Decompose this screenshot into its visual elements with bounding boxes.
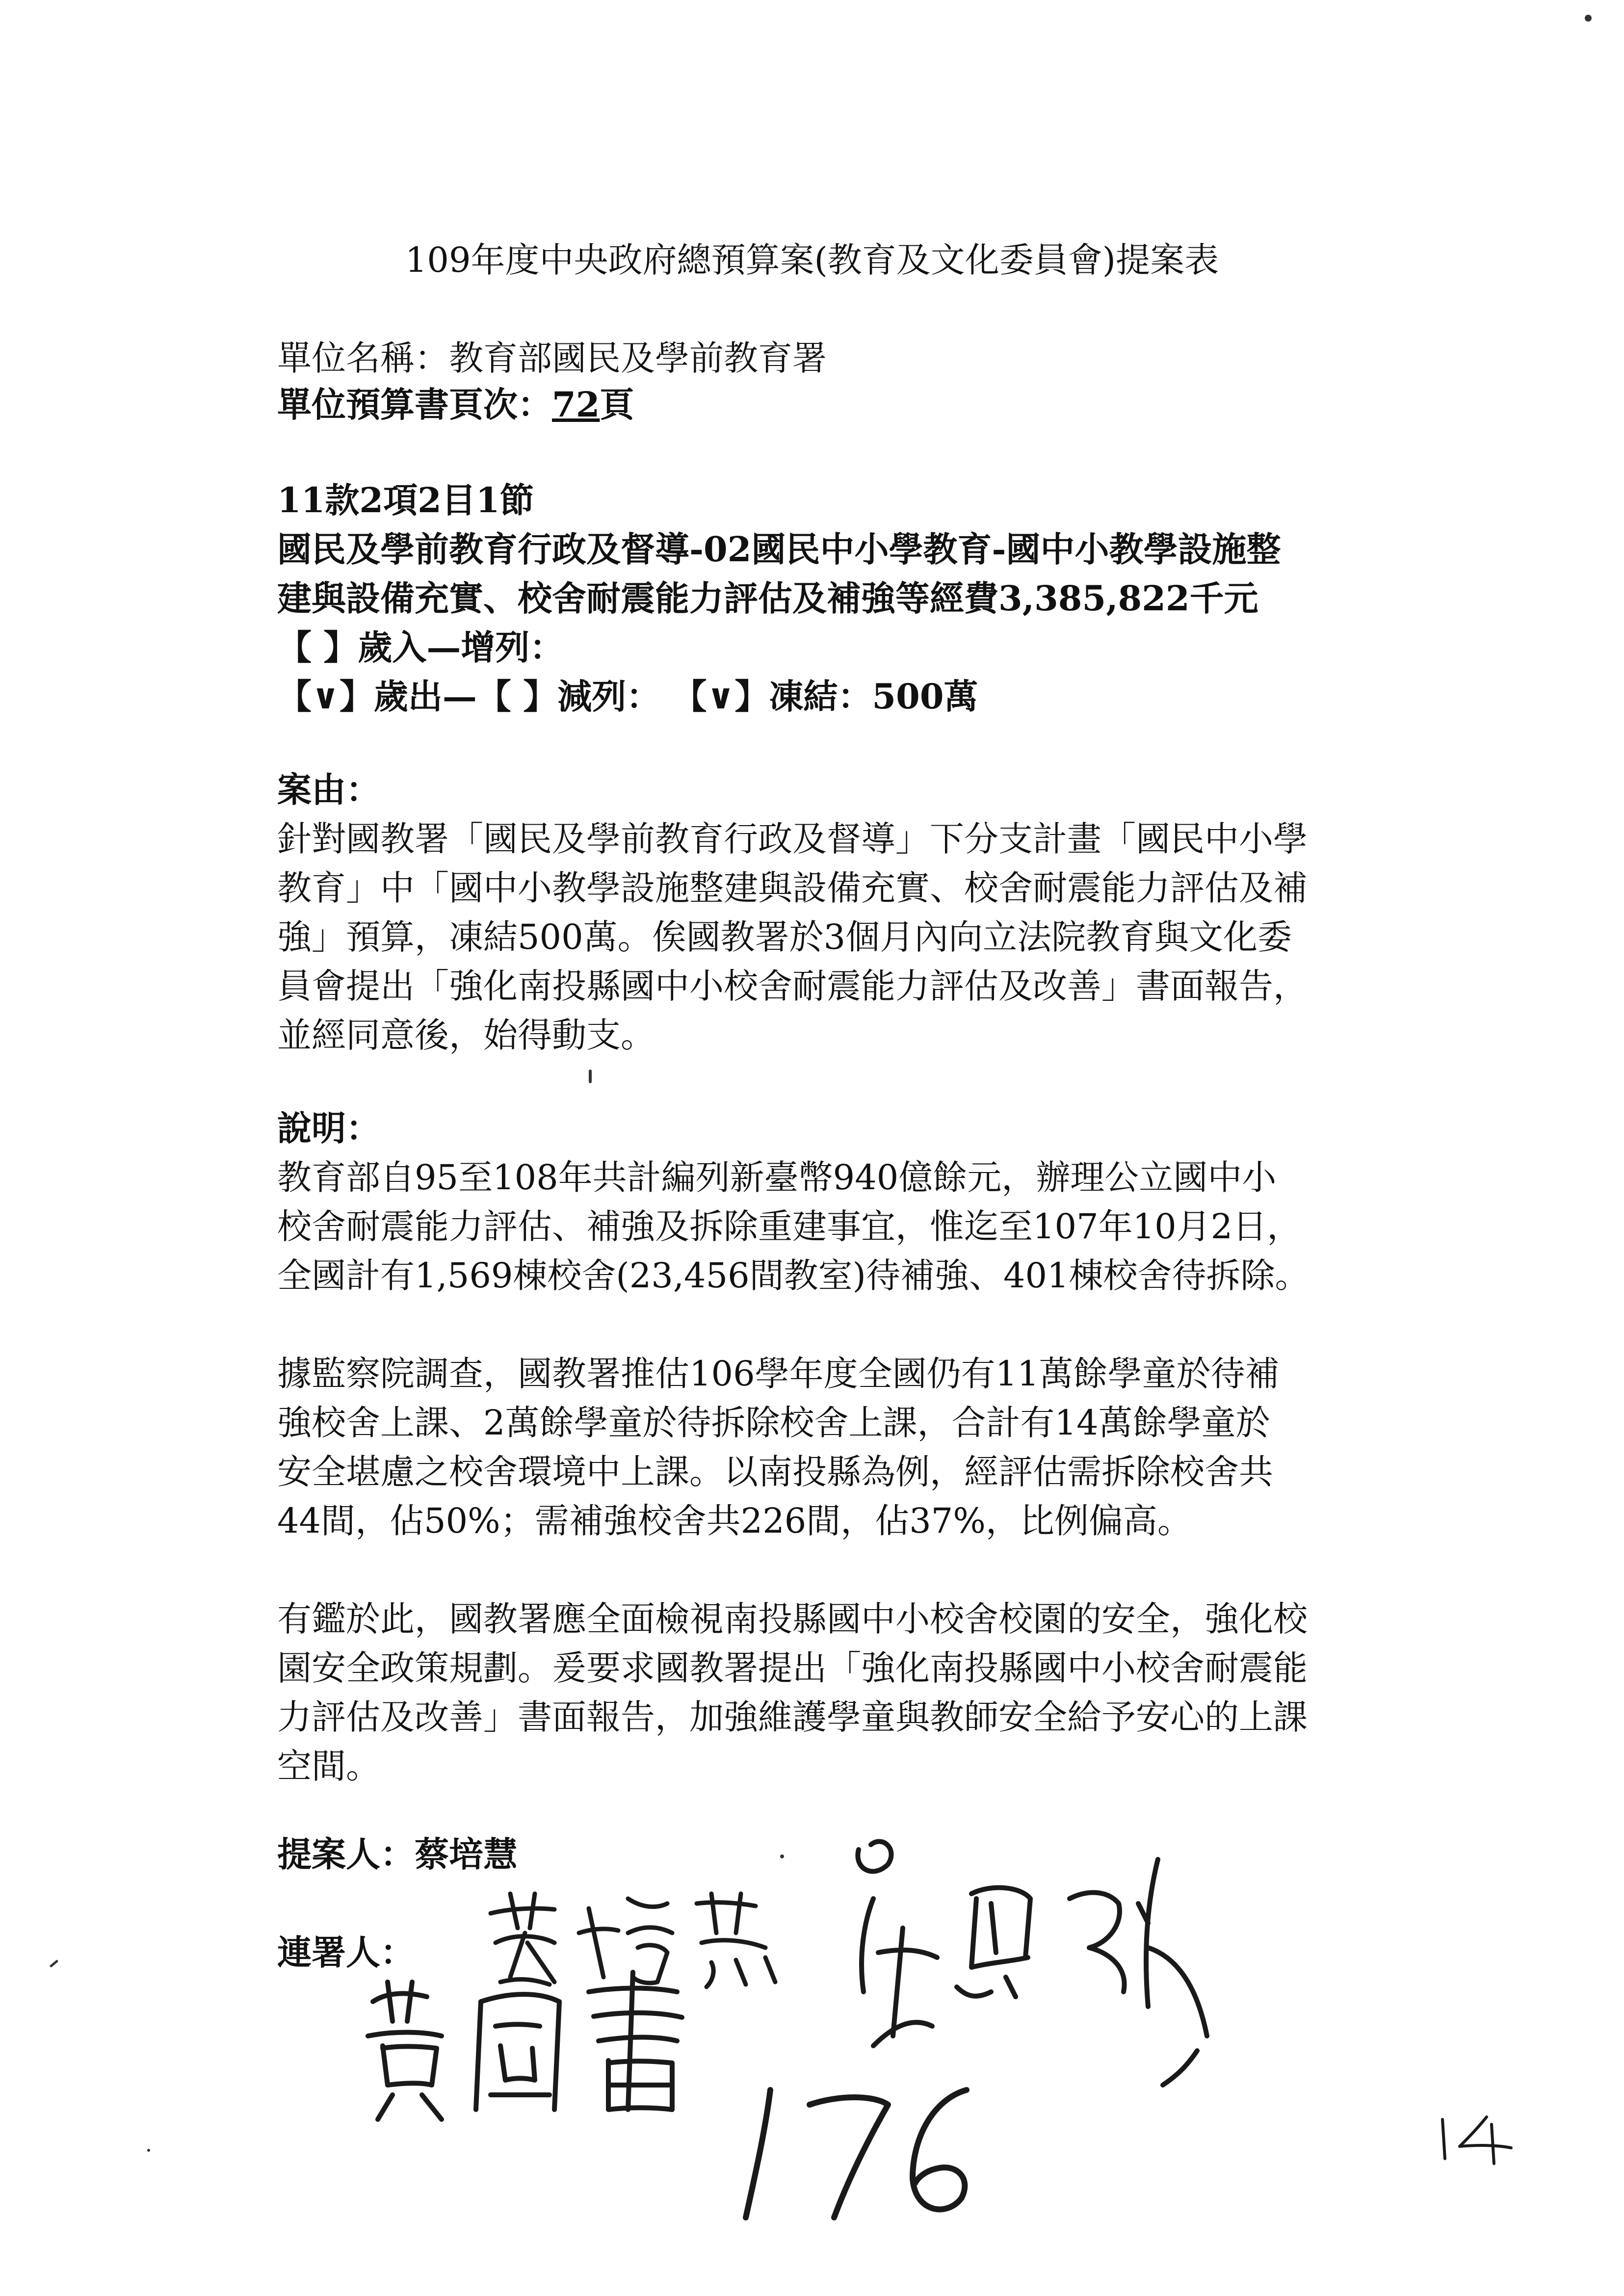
scan-speck [147,2149,150,2152]
case-line: 強」預算，凍結500萬。俟國教署於3個月內向立法院教育與文化委 [277,917,1292,957]
scan-speck [589,1070,592,1083]
para1-line: 校舍耐震能力評估、補強及拆除重建事宜，惟迄至107年10月2日， [277,1206,1302,1247]
cosigner-label: 連署人： [277,1932,415,1973]
para1-line: 全國計有1,569棟校舍(23,456間教室)待補強、401棟校舍待拆除。 [277,1255,1310,1296]
case-line: 針對國教署「國民及學前教育行政及督導」下分支計畫「國民中小學 [277,819,1308,859]
budget-page-suffix: 頁 [600,384,634,425]
para2-line: 安全堪慮之校舍環境中上課。以南投縣為例，經評估需拆除校舍共 [277,1452,1273,1492]
para3-line: 有鑑於此，國教署應全面檢視南投縣國中小校舍校園的安全，強化校 [277,1599,1308,1639]
signature-2 [844,1830,1227,2105]
revenue-line: 【 】歲入—增列： [277,627,564,668]
item-line-1: 國民及學前教育行政及督導-02國民中小學教育-國中小教學設施整 [277,529,1281,570]
budget-page-label: 單位預算書頁次： [277,384,552,425]
para3-line: 力評估及改善」書面報告，加強維護學童與教師安全給予安心的上課 [277,1697,1308,1737]
para1-line: 教育部自95至108年共計編列新臺幣940億餘元，辦理公立國中小 [277,1157,1277,1198]
explain-heading: 說明： [277,1108,380,1148]
item-line-2: 建與設備充實、校舍耐震能力評估及補強等經費3,385,822千元 [277,578,1258,619]
case-line: 教育」中「國中小教學設施整建與設備充實、校舍耐震能力評估及補 [277,868,1308,908]
scan-speck [1585,15,1592,22]
handwritten-page-number-14 [1433,2110,1521,2168]
para3-line: 空間。 [277,1746,380,1786]
scan-speck [50,1959,59,1968]
handwritten-number-176 [726,2070,1001,2232]
scan-speck [780,1854,784,1858]
section-code: 11款2項2目1節 [277,480,534,521]
case-heading: 案由： [277,769,380,810]
budget-page [277,380,634,429]
expenditure-line: 【∨】歲出—【 】減列： 【∨】凍結：500萬 [277,676,978,717]
para3-line: 園安全政策規劃。爰要求國教署提出「強化南投縣國中小校舍耐震能 [277,1648,1308,1688]
signature-3 [353,1962,707,2124]
para2-line: 44間，佔50%；需補強校舍共226間，佔37%，比例偏高。 [277,1501,1192,1541]
para2-line: 強校舍上課、2萬餘學童於待拆除校舍上課，合計有14萬餘學童於 [277,1403,1270,1443]
case-line: 員會提出「強化南投縣國中小校舍耐震能力評估及改善」書面報告， [277,966,1308,1006]
budget-page-value: 72 [552,384,600,425]
proposer: 提案人：蔡培慧 [277,1834,518,1875]
unit-name: 單位名稱：教育部國民及學前教育署 [277,338,827,378]
case-line: 並經同意後，始得動支。 [277,1015,655,1055]
document-title: 109年度中央政府總預算案(教育及文化委員會)提案表 [405,240,1219,280]
para2-line: 據監察院調查，國教署推估106學年度全國仍有11萬餘學童於待補 [277,1354,1280,1394]
